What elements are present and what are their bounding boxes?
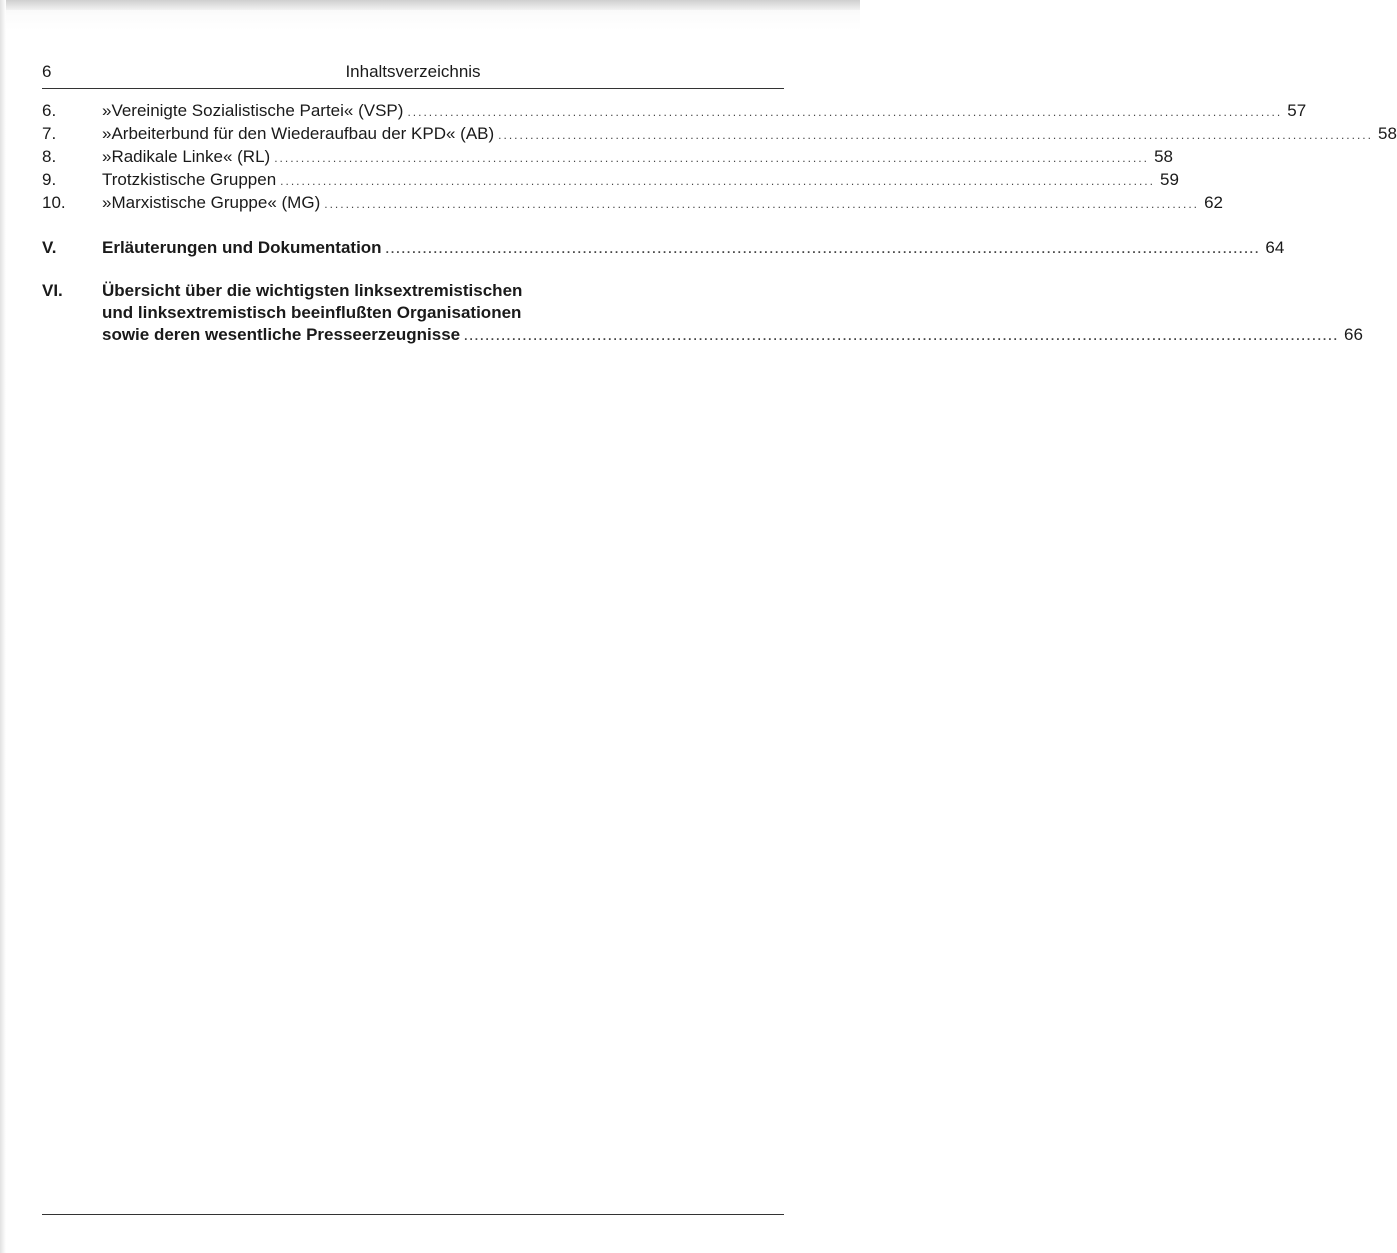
section-title-line: Übersicht über die wichtigsten linksextremistischen — [102, 281, 523, 300]
entry-number: 9. — [42, 170, 57, 189]
entry-title: Trotzkistische Gruppen — [102, 170, 277, 189]
header-rule — [42, 88, 784, 89]
entry-number: 7. — [42, 124, 57, 143]
entry-title: »Arbeiterbund für den Wiederaufbau der KPD« (AB) — [102, 124, 495, 143]
entry-page: 62 — [1204, 193, 1224, 212]
toc-section-vi[interactable] — [42, 280, 1363, 347]
section-title-line: sowie deren wesentliche Presseerzeugnisse — [102, 325, 461, 344]
toc-entry-8[interactable] — [42, 146, 1173, 169]
toc-entry-6[interactable] — [42, 100, 1307, 123]
section-vi-line-3 — [42, 324, 1363, 347]
section-page: 64 — [1265, 238, 1285, 257]
dot-leader: .................................................................................................................................................................... — [274, 151, 1149, 165]
toc-section-v[interactable] — [42, 237, 1285, 260]
running-title: Inhaltsverzeichnis — [345, 62, 481, 81]
page-header — [42, 58, 784, 84]
page-number: 6 — [42, 62, 52, 81]
entry-number: 10. — [42, 193, 66, 212]
dot-leader: .................................................................................................................................................................... — [324, 197, 1200, 211]
entry-page: 58 — [1154, 147, 1173, 166]
scan-edge — [0, 0, 860, 10]
entry-title: »Marxistische Gruppe« (MG) — [102, 193, 321, 212]
footer-rule — [42, 1214, 784, 1215]
entry-number: 6. — [42, 101, 57, 120]
section-vi-line-1 — [42, 280, 784, 302]
table-of-contents — [42, 100, 1397, 347]
toc-entry-9[interactable] — [42, 169, 1179, 192]
scan-edge-left — [0, 0, 6, 1253]
entry-page: 59 — [1160, 170, 1179, 189]
toc-entry-7[interactable] — [42, 123, 1397, 146]
entry-title: »Radikale Linke« (RL) — [102, 147, 271, 166]
section-number: V. — [42, 238, 57, 257]
entry-title: »Vereinigte Sozialistische Partei« (VSP) — [102, 101, 404, 120]
dot-leader: .................................................................................................................................................................... — [407, 105, 1283, 119]
entry-page: 57 — [1287, 101, 1307, 120]
entry-number: 8. — [42, 147, 57, 166]
section-title: Erläuterungen und Dokumentation — [102, 238, 382, 257]
dot-leader: .................................................................................................................................................................... — [280, 174, 1155, 188]
section-number: VI. — [42, 281, 63, 300]
dot-leader: .................................................................................................................................................................... — [385, 242, 1261, 256]
dot-leader: .................................................................................................................................................................... — [498, 128, 1373, 142]
section-page: 66 — [1343, 325, 1363, 344]
section-title-line: und linksextremistisch beeinflußten Organisationen — [102, 303, 522, 322]
entry-page: 58 — [1378, 124, 1397, 143]
toc-entry-10[interactable] — [42, 192, 1224, 215]
dot-leader: .................................................................................................................................................................... — [464, 329, 1339, 343]
